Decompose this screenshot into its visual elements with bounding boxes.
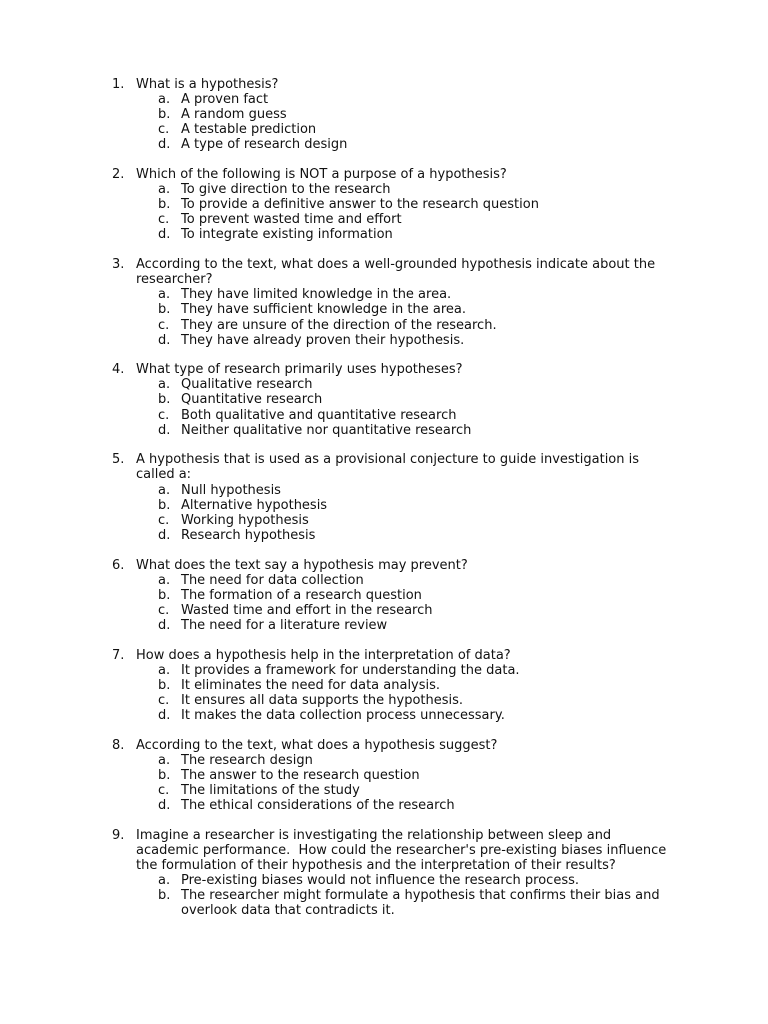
question-stem [0, 452, 768, 482]
option-text: Alternative hypothesis [181, 497, 328, 513]
answer-option [0, 783, 768, 798]
question-stem [0, 167, 768, 182]
option-letter: b. [158, 677, 171, 693]
answer-option [0, 873, 768, 888]
option-text: It provides a framework for understanding the data. [181, 662, 520, 678]
answer-option [0, 302, 768, 317]
answer-option [0, 483, 768, 498]
question-text: According to the text, what does a hypothesis suggest? [136, 737, 498, 753]
option-letter: c. [158, 317, 170, 333]
option-letter: b. [158, 587, 171, 603]
option-text: Working hypothesis [181, 512, 309, 528]
question-item [0, 77, 768, 152]
option-letter: a. [158, 662, 171, 678]
question-stem [0, 558, 768, 573]
answer-option [0, 212, 768, 227]
question-text: What type of research primarily uses hypotheses? [136, 362, 463, 378]
option-text: The limitations of the study [181, 782, 360, 798]
option-letter: d. [158, 707, 171, 723]
option-text: The formation of a research question [181, 587, 422, 603]
answer-option [0, 137, 768, 152]
option-letter: c. [158, 692, 170, 708]
option-letter: c. [158, 512, 170, 528]
option-letter: a. [158, 182, 171, 198]
answer-option [0, 708, 768, 723]
option-letter: a. [158, 287, 171, 303]
answer-option [0, 513, 768, 528]
answer-option [0, 753, 768, 768]
question-number: 6. [112, 557, 125, 573]
option-text: The researcher might formulate a hypothesis that confirms their bias and overlook data that contradicts it. [181, 888, 660, 919]
question-number: 1. [112, 77, 125, 92]
question-text: According to the text, what does a well-grounded hypothesis indicate about the researcher? [136, 257, 660, 288]
option-letter: a. [158, 752, 171, 768]
answer-option [0, 408, 768, 423]
option-letter: c. [158, 602, 170, 618]
question-number: 3. [112, 257, 125, 273]
question-text: What does the text say a hypothesis may prevent? [136, 557, 468, 573]
option-text: Research hypothesis [181, 527, 316, 543]
option-text: A type of research design [181, 137, 348, 153]
option-text: The need for a literature review [181, 617, 388, 633]
option-text: They have already proven their hypothesis. [181, 332, 465, 348]
option-text: Neither qualitative nor quantitative research [181, 422, 472, 438]
question-item [0, 167, 768, 242]
question-number: 9. [112, 827, 125, 843]
option-letter: c. [158, 407, 170, 423]
option-text: Quantitative research [181, 392, 323, 408]
option-text: Wasted time and effort in the research [181, 602, 433, 618]
option-letter: b. [158, 107, 171, 123]
question-item [0, 452, 768, 543]
answer-option [0, 888, 768, 918]
answer-option [0, 603, 768, 618]
option-letter: d. [158, 527, 171, 543]
option-text: Both qualitative and quantitative research [181, 407, 457, 423]
question-stem [0, 362, 768, 377]
answer-option [0, 92, 768, 107]
question-list [0, 77, 768, 933]
option-text: The need for data collection [181, 572, 364, 588]
option-letter: b. [158, 767, 171, 783]
answer-option [0, 392, 768, 407]
answer-option [0, 573, 768, 588]
question-stem [0, 738, 768, 753]
answer-option [0, 227, 768, 242]
option-text: It makes the data collection process unnecessary. [181, 707, 505, 723]
question-text: What is a hypothesis? [136, 77, 279, 92]
option-text: They have limited knowledge in the area. [181, 287, 452, 303]
option-letter: b. [158, 197, 171, 213]
question-number: 7. [112, 647, 125, 663]
option-letter: c. [158, 122, 170, 138]
question-stem [0, 828, 768, 873]
option-letter: c. [158, 782, 170, 798]
question-stem [0, 648, 768, 663]
question-text: Imagine a researcher is investigating the relationship between sleep and academic performance. How could the researcher's pre-existing biases influence the formulation of their hypothesis and the interpretation of their results? [136, 827, 671, 873]
option-text: The research design [181, 752, 313, 768]
answer-option [0, 122, 768, 137]
option-text: Pre-existing biases would not influence the research process. [181, 872, 580, 888]
option-text: A random guess [181, 107, 287, 123]
question-item [0, 558, 768, 633]
option-text: The answer to the research question [181, 767, 420, 783]
option-text: To give direction to the research [181, 182, 391, 198]
question-item [0, 362, 768, 437]
option-text: It ensures all data supports the hypothesis. [181, 692, 464, 708]
option-letter: d. [158, 798, 171, 813]
option-letter: d. [158, 227, 171, 243]
option-letter: d. [158, 617, 171, 633]
option-text: A testable prediction [181, 122, 317, 138]
answer-option [0, 182, 768, 197]
answer-option [0, 498, 768, 513]
answer-option [0, 287, 768, 302]
answer-option [0, 618, 768, 633]
option-text: The ethical considerations of the research [181, 798, 455, 813]
option-text: To prevent wasted time and effort [181, 212, 402, 228]
option-letter: d. [158, 137, 171, 153]
answer-option [0, 528, 768, 543]
question-stem [0, 257, 768, 287]
answer-option [0, 318, 768, 333]
option-letter: b. [158, 302, 171, 318]
option-letter: c. [158, 212, 170, 228]
option-letter: b. [158, 888, 171, 904]
answer-option [0, 693, 768, 708]
question-text: How does a hypothesis help in the interpretation of data? [136, 647, 511, 663]
option-text: A proven fact [181, 92, 269, 108]
answer-option [0, 663, 768, 678]
option-text: It eliminates the need for data analysis. [181, 677, 441, 693]
question-item [0, 828, 768, 919]
answer-option [0, 423, 768, 438]
question-number: 2. [112, 167, 125, 183]
question-item [0, 738, 768, 813]
answer-option [0, 678, 768, 693]
question-number: 8. [112, 737, 125, 753]
answer-option [0, 798, 768, 813]
option-text: Null hypothesis [181, 482, 281, 498]
answer-option [0, 197, 768, 212]
option-letter: d. [158, 422, 171, 438]
answer-option [0, 588, 768, 603]
question-text: Which of the following is NOT a purpose of a hypothesis? [136, 167, 507, 183]
option-letter: a. [158, 377, 171, 393]
option-letter: b. [158, 392, 171, 408]
option-text: To provide a definitive answer to the research question [181, 197, 539, 213]
question-text: A hypothesis that is used as a provisional conjecture to guide investigation is called a: [136, 452, 644, 483]
question-stem [0, 77, 768, 92]
option-text: They have sufficient knowledge in the area. [181, 302, 467, 318]
option-letter: a. [158, 572, 171, 588]
answer-option [0, 377, 768, 392]
question-item [0, 648, 768, 723]
question-number: 4. [112, 362, 125, 378]
answer-option [0, 333, 768, 348]
question-item [0, 257, 768, 348]
answer-option [0, 768, 768, 783]
option-letter: d. [158, 332, 171, 348]
answer-option [0, 107, 768, 122]
option-text: Qualitative research [181, 377, 313, 393]
option-letter: a. [158, 92, 171, 108]
option-text: They are unsure of the direction of the research. [181, 317, 497, 333]
question-number: 5. [112, 452, 125, 468]
option-letter: a. [158, 872, 171, 888]
option-text: To integrate existing information [181, 227, 393, 243]
option-letter: b. [158, 497, 171, 513]
option-letter: a. [158, 482, 171, 498]
